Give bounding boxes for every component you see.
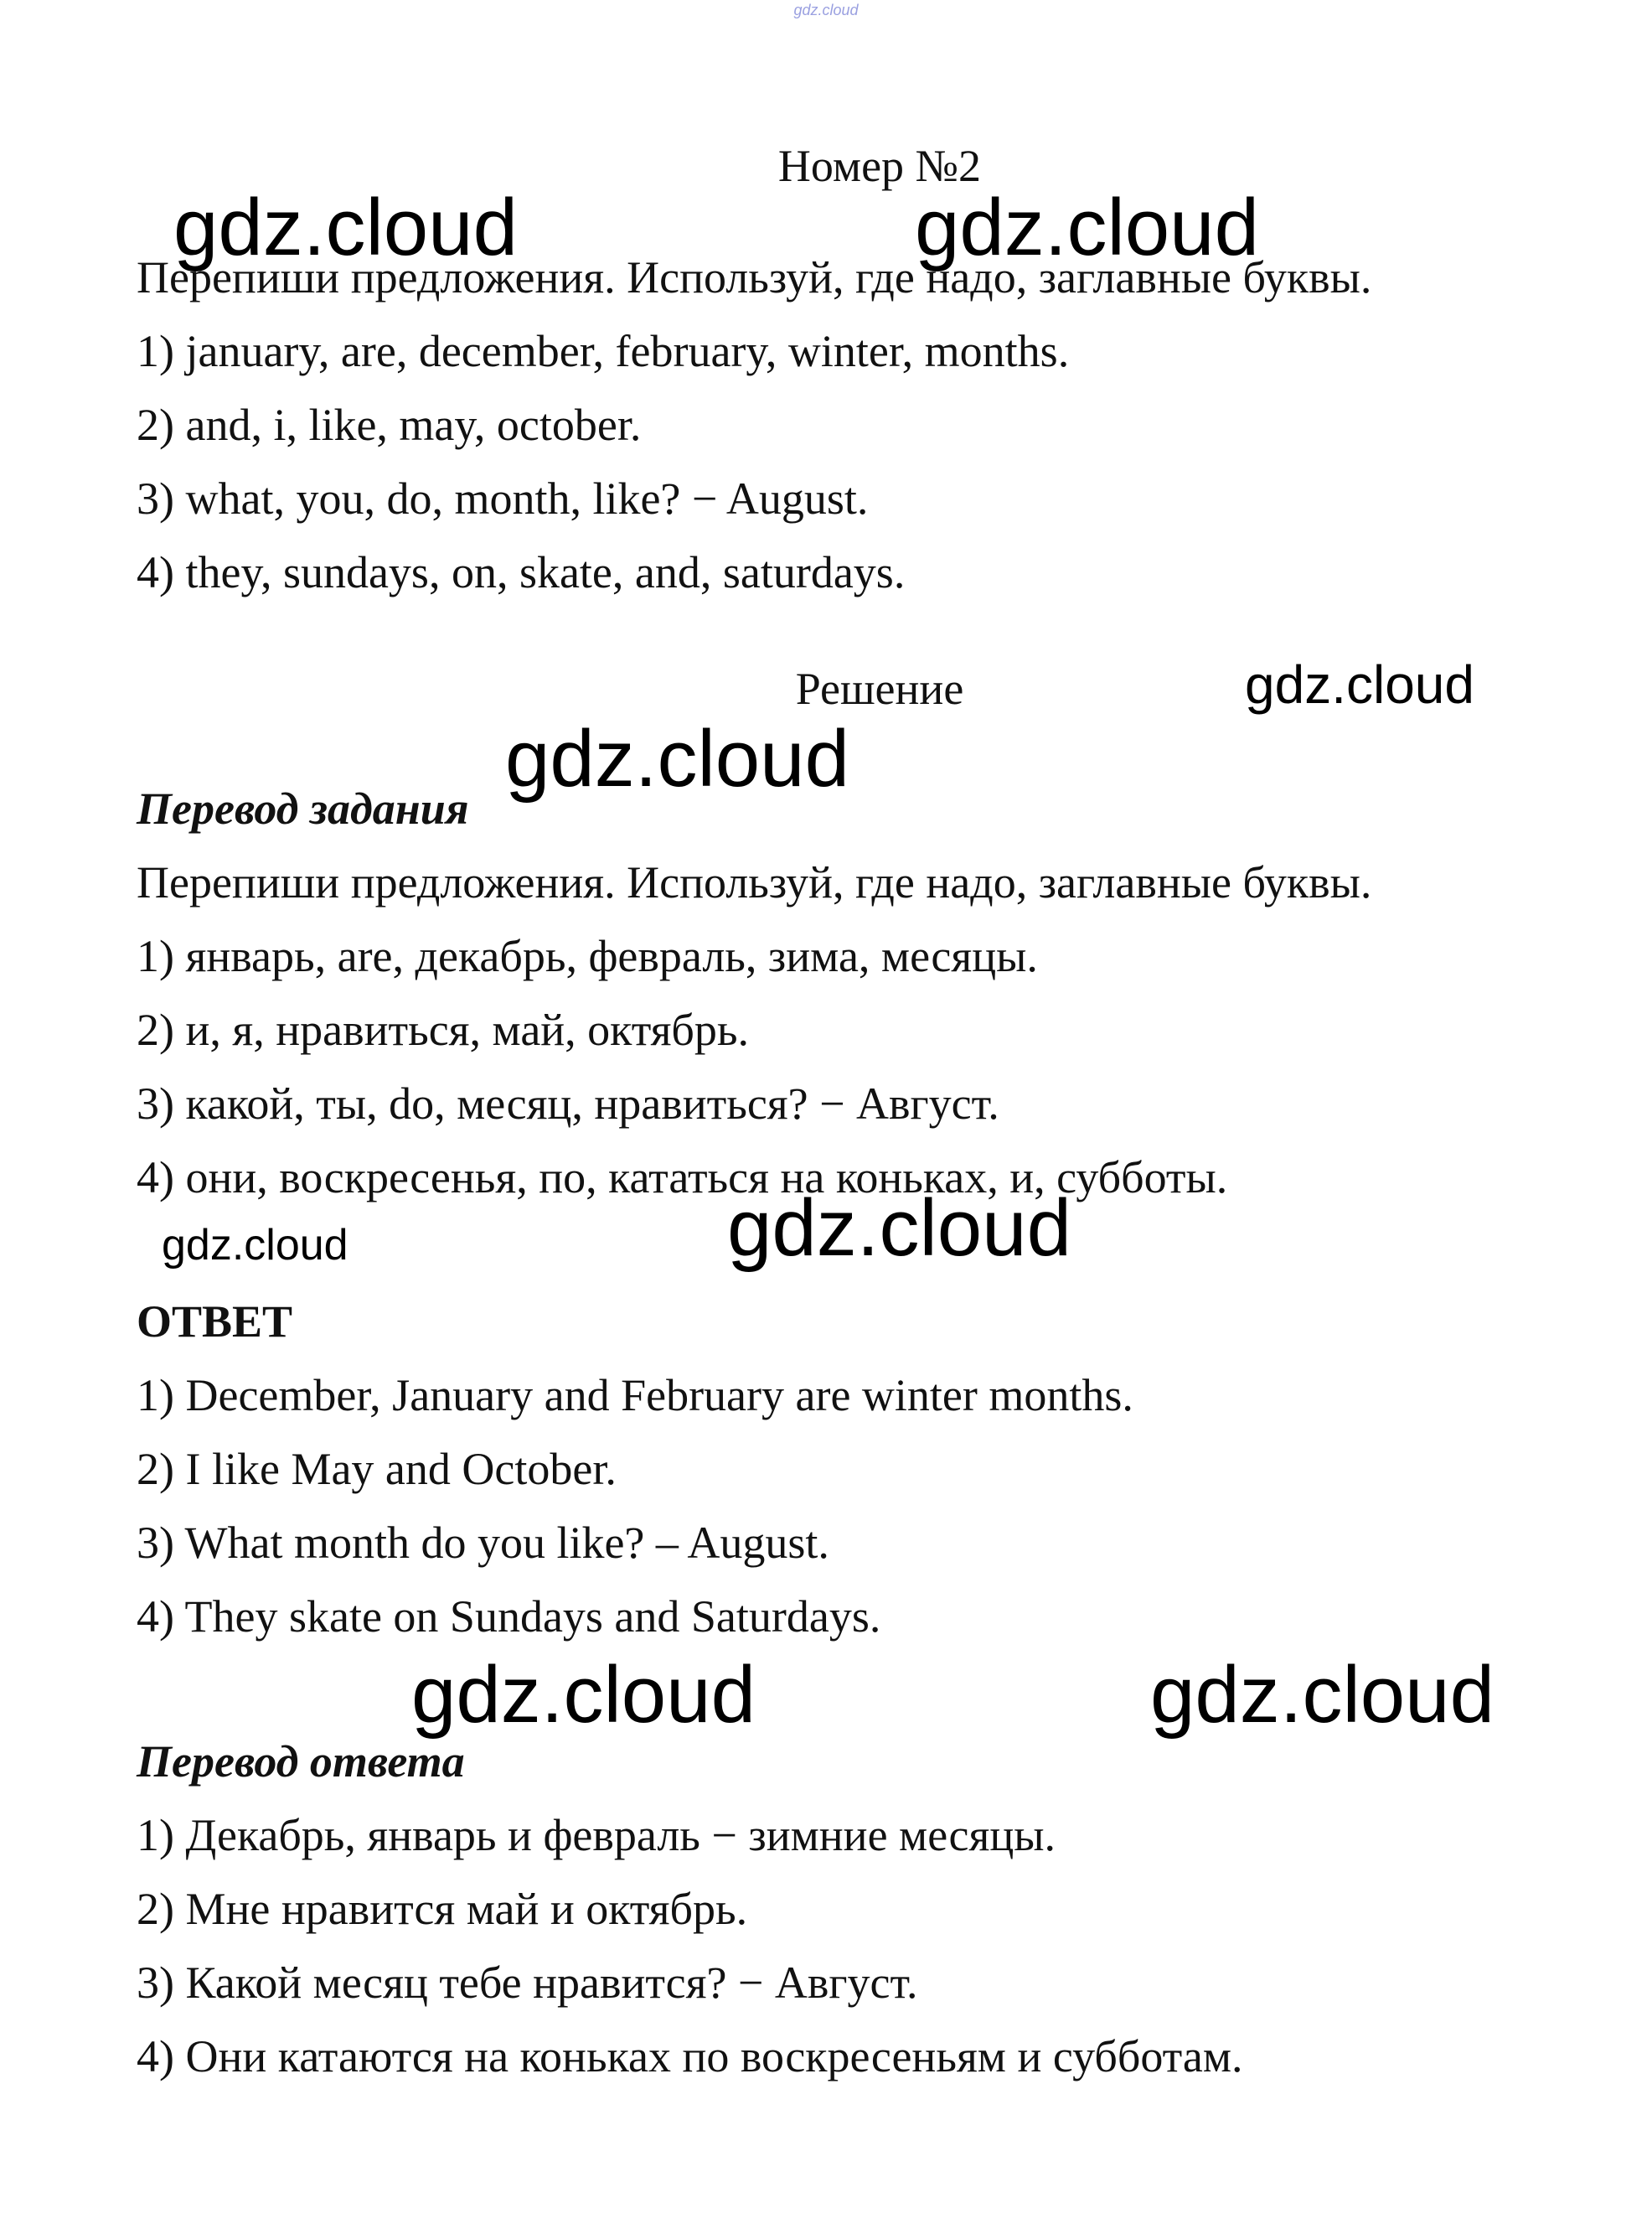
watermark: gdz.cloud xyxy=(162,1221,348,1270)
task-item-4: 4) they, sundays, on, skate, and, saturdays. xyxy=(137,547,906,597)
watermark: gdz.cloud xyxy=(505,714,849,804)
watermark: gdz.cloud xyxy=(411,1650,756,1740)
translation-item-4: 4) они, воскресенья, по, кататься на коньках, и, субботы. xyxy=(137,1152,1228,1202)
header-watermark: gdz.cloud xyxy=(793,2,859,18)
solution-title: Решение xyxy=(795,664,964,714)
answer-heading: ОТВЕТ xyxy=(137,1296,293,1347)
task-instruction: Перепиши предложения. Используй, где надо, заглавные буквы. xyxy=(137,252,1372,303)
watermark: gdz.cloud xyxy=(1245,654,1474,715)
task-item-1: 1) january, are, december, february, winter, months. xyxy=(137,326,1070,376)
watermark: gdz.cloud xyxy=(727,1183,1071,1273)
answer-translation-item-2: 2) Мне нравится май и октябрь. xyxy=(137,1884,748,1934)
answer-translation-item-3: 3) Какой месяц тебе нравится? − Август. xyxy=(137,1957,918,2008)
translation-instruction: Перепиши предложения. Используй, где надо, заглавные буквы. xyxy=(137,857,1372,908)
page-title: Номер №2 xyxy=(777,141,982,191)
answer-item-4: 4) They skate on Sundays and Saturdays. xyxy=(137,1591,881,1642)
watermark: gdz.cloud xyxy=(1150,1650,1495,1740)
answer-item-3: 3) What month do you like? – August. xyxy=(137,1518,829,1568)
answer-translation-heading: Перевод ответа xyxy=(137,1736,465,1787)
translation-item-1: 1) январь, are, декабрь, февраль, зима, месяцы. xyxy=(137,931,1038,981)
translation-heading: Перевод задания xyxy=(137,783,469,834)
answer-translation-item-4: 4) Они катаются на коньках по воскресеньям и субботам. xyxy=(137,2031,1243,2081)
watermark: gdz.cloud xyxy=(173,183,518,272)
task-item-3: 3) what, you, do, month, like? − August. xyxy=(137,473,869,524)
watermark: gdz.cloud xyxy=(915,183,1259,272)
answer-translation-item-1: 1) Декабрь, январь и февраль − зимние месяцы. xyxy=(137,1810,1056,1860)
translation-item-3: 3) какой, ты, do, месяц, нравиться? − Август. xyxy=(137,1078,999,1129)
answer-item-1: 1) December, January and February are winter months. xyxy=(137,1370,1133,1420)
task-item-2: 2) and, i, like, may, october. xyxy=(137,400,642,450)
translation-item-2: 2) и, я, нравиться, май, октябрь. xyxy=(137,1005,750,1055)
answer-item-2: 2) I like May and October. xyxy=(137,1444,617,1494)
